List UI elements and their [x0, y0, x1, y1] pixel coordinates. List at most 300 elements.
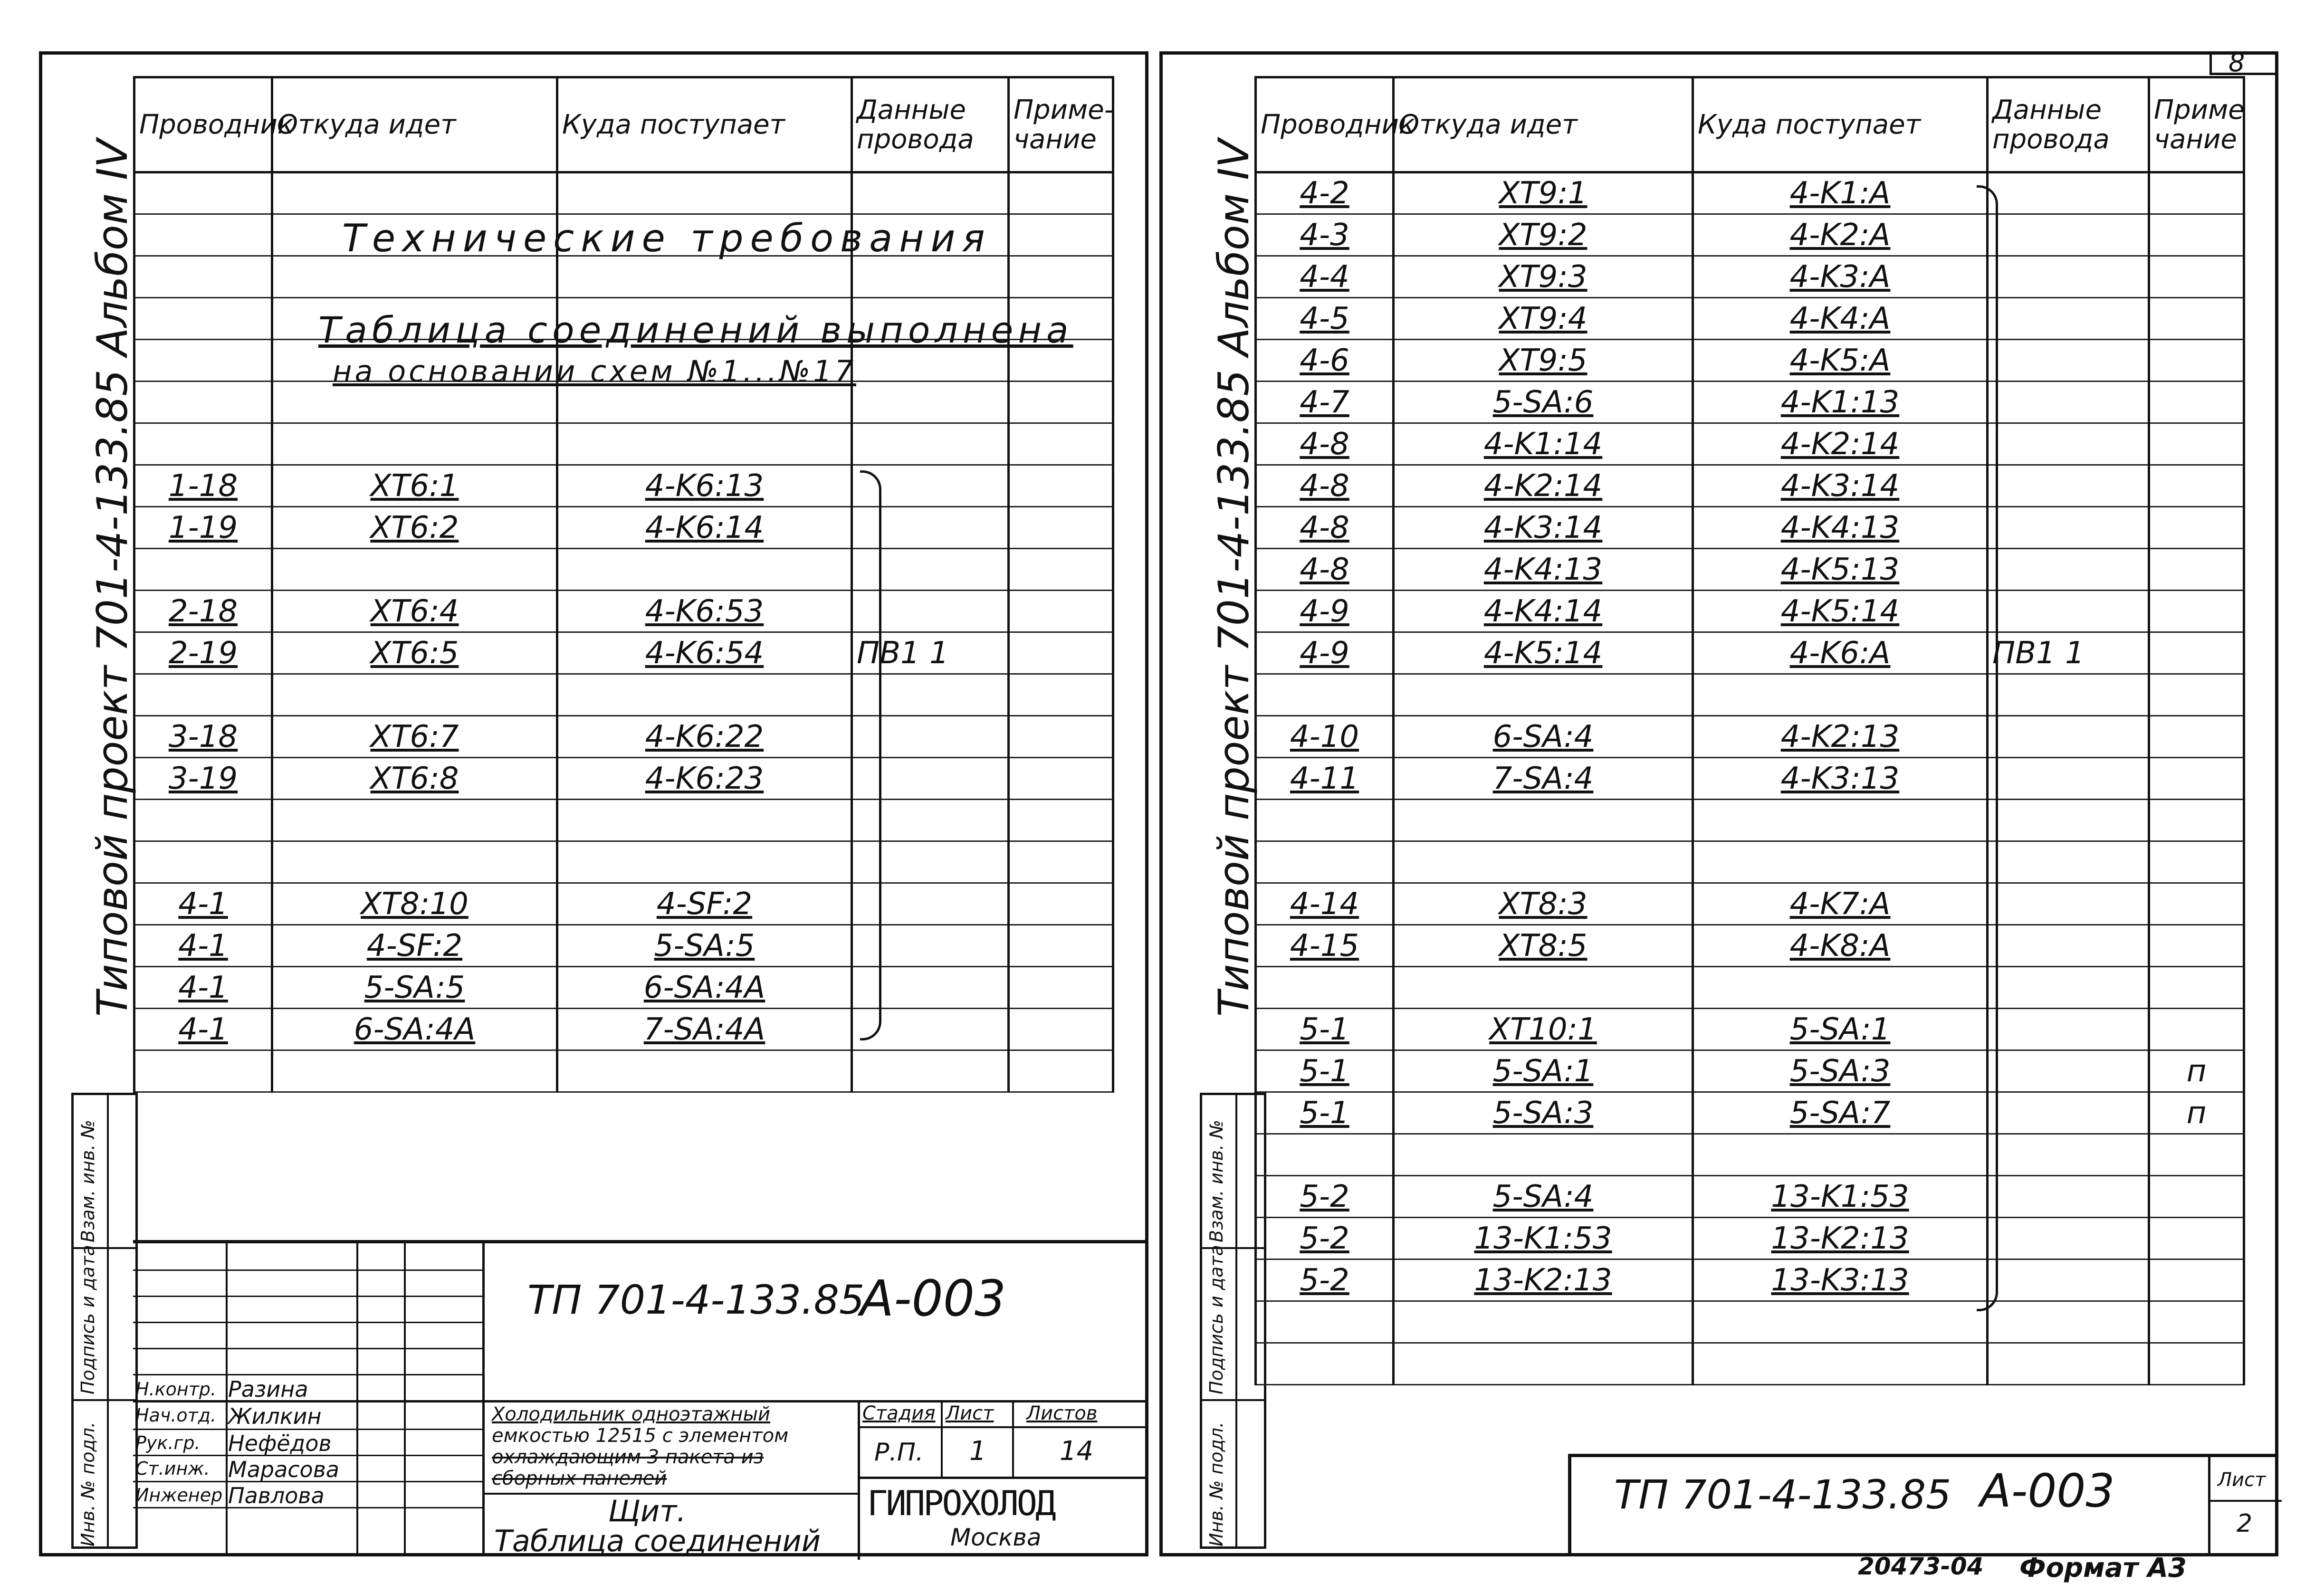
left-cell-from: XT6:7 — [272, 716, 557, 758]
right-cell-from: 4-K4:13 — [1394, 549, 1693, 591]
header-conductor-right: Проводник — [1256, 77, 1394, 172]
left-title-block — [133, 1240, 1148, 1556]
right-cell-conductor: 5-1 — [1256, 1092, 1394, 1134]
left-cell-note — [1009, 172, 1113, 214]
right-cell-data — [1988, 340, 2149, 382]
right-cell-note — [2149, 800, 2244, 841]
right-cell-from: 13-K1:53 — [1394, 1218, 1693, 1259]
left-cell-from: 6-SA:4A — [272, 1009, 557, 1050]
footer-format: Формат А3 — [2019, 1553, 2187, 1583]
left-brace — [860, 470, 881, 1040]
right-cell-to: 4-K8:A — [1693, 925, 1988, 967]
sheet-number: 8 — [2228, 48, 2245, 77]
stamp-inv-label-right: Инв. № подл. — [1206, 1421, 1227, 1546]
right-cell-note — [2149, 172, 2244, 214]
right-cell-from — [1394, 674, 1693, 716]
right-cell-to — [1693, 1134, 1988, 1176]
right-cell-note — [2149, 423, 2244, 465]
right-cell-note: п — [2149, 1050, 2244, 1092]
left-cell-to: 4-K6:22 — [557, 716, 852, 758]
right-cell-data — [1988, 1176, 2149, 1218]
right-cell-from: XT9:3 — [1394, 256, 1693, 298]
right-row — [1256, 1301, 2244, 1343]
right-cell-to — [1693, 1301, 1988, 1343]
left-cell-to — [557, 841, 852, 883]
right-cell-from: 5-SA:1 — [1394, 1050, 1693, 1092]
right-cell-to: 4-K7:A — [1693, 883, 1988, 925]
sheet-value: 1 — [969, 1436, 986, 1467]
right-cell-from — [1394, 1343, 1693, 1385]
right-cell-conductor: 5-2 — [1256, 1218, 1394, 1259]
right-cell-from: 6-SA:4 — [1394, 716, 1693, 758]
left-cell-data — [852, 423, 1009, 465]
right-row — [1256, 758, 2244, 800]
left-row — [134, 1050, 1113, 1092]
left-cell-note — [1009, 465, 1113, 507]
right-cell-data — [1988, 507, 2149, 549]
left-cell-conductor — [134, 214, 272, 256]
left-cell-conductor — [134, 382, 272, 423]
right-cell-to: 5-SA:3 — [1693, 1050, 1988, 1092]
right-cell-conductor: 5-2 — [1256, 1176, 1394, 1218]
right-cell-conductor: 5-1 — [1256, 1009, 1394, 1050]
left-cell-conductor — [134, 256, 272, 298]
right-cell-from: 4-K2:14 — [1394, 465, 1693, 507]
right-cell-conductor: 4-6 — [1256, 340, 1394, 382]
right-cell-from: 5-SA:6 — [1394, 382, 1693, 423]
right-cell-data — [1988, 674, 2149, 716]
left-cell-from — [272, 841, 557, 883]
left-cell-conductor — [134, 340, 272, 382]
left-row — [134, 549, 1113, 591]
right-cell-from: XT8:5 — [1394, 925, 1693, 967]
left-cell-conductor: 2-18 — [134, 591, 272, 632]
right-cell-data — [1988, 382, 2149, 423]
right-row — [1256, 549, 2244, 591]
left-cell-from — [272, 800, 557, 841]
right-cell-from — [1394, 967, 1693, 1009]
left-cell-note — [1009, 967, 1113, 1009]
left-row — [134, 967, 1113, 1009]
header-to: Куда поступает — [557, 77, 852, 172]
left-cell-to: 4-K6:14 — [557, 507, 852, 549]
right-row — [1256, 1134, 2244, 1176]
header-note-right: Приме чание — [2149, 77, 2244, 172]
left-row — [134, 172, 1113, 214]
right-row — [1256, 632, 2244, 674]
right-cell-data — [1988, 1092, 2149, 1134]
stage-value: Р.П. — [874, 1438, 924, 1467]
right-cell-note — [2149, 1134, 2244, 1176]
stamp-sign-label-right: Подпись и дата — [1206, 1245, 1227, 1394]
right-cell-to: 4-K3:A — [1693, 256, 1988, 298]
right-cell-data — [1988, 716, 2149, 758]
right-cell-conductor: 4-11 — [1256, 758, 1394, 800]
right-cell-to: 5-SA:7 — [1693, 1092, 1988, 1134]
right-cell-to: 13-K3:13 — [1693, 1259, 1988, 1301]
left-cell-to — [557, 549, 852, 591]
right-cell-note — [2149, 632, 2244, 674]
right-row — [1256, 214, 2244, 256]
right-cell-conductor: 4-10 — [1256, 716, 1394, 758]
right-cell-from: 7-SA:4 — [1394, 758, 1693, 800]
right-cell-from — [1394, 800, 1693, 841]
left-cell-conductor: 2-19 — [134, 632, 272, 674]
left-cell-to: 6-SA:4A — [557, 967, 852, 1009]
right-row — [1256, 172, 2244, 214]
name-4: Павлова — [228, 1483, 325, 1508]
right-sheet-label: Лист — [2218, 1469, 2266, 1491]
right-row — [1256, 1176, 2244, 1218]
right-cell-from: XT9:4 — [1394, 298, 1693, 340]
object-line1: Холодильник одноэтажный — [492, 1403, 771, 1425]
name-0: Разина — [228, 1376, 308, 1402]
right-cell-note — [2149, 716, 2244, 758]
right-code: ТП 701-4-133.85 — [1614, 1471, 1951, 1518]
left-cell-conductor: 1-19 — [134, 507, 272, 549]
right-cell-note — [2149, 967, 2244, 1009]
right-cell-from: 5-SA:4 — [1394, 1176, 1693, 1218]
left-row — [134, 423, 1113, 465]
left-cell-from — [272, 256, 557, 298]
header-data: Данные провода — [852, 77, 1009, 172]
right-cell-note — [2149, 214, 2244, 256]
right-cell-note: п — [2149, 1092, 2244, 1134]
right-cell-from: XT10:1 — [1394, 1009, 1693, 1050]
left-cell-to — [557, 674, 852, 716]
right-cell-data — [1988, 1301, 2149, 1343]
right-cell-to: 4-K2:13 — [1693, 716, 1988, 758]
right-cell-data — [1988, 298, 2149, 340]
right-cell-data — [1988, 883, 2149, 925]
role-4: Инженер — [135, 1485, 223, 1506]
left-cell-to: 5-SA:5 — [557, 925, 852, 967]
right-cell-data — [1988, 549, 2149, 591]
left-cell-to — [557, 423, 852, 465]
right-row — [1256, 298, 2244, 340]
left-cell-conductor — [134, 423, 272, 465]
right-cell-data — [1988, 465, 2149, 507]
sheets-label: Листов — [1026, 1402, 1098, 1424]
right-cell-to: 13-K2:13 — [1693, 1218, 1988, 1259]
left-cell-conductor — [134, 1050, 272, 1092]
right-cell-data: ПВ1 1 — [1988, 632, 2149, 674]
footer-order: 20473-04 — [1858, 1553, 1984, 1580]
right-cell-from — [1394, 1134, 1693, 1176]
right-row — [1256, 841, 2244, 883]
right-cell-conductor: 4-9 — [1256, 632, 1394, 674]
left-cell-note — [1009, 674, 1113, 716]
header-to-right: Куда поступает — [1693, 77, 1988, 172]
right-cell-note — [2149, 256, 2244, 298]
left-cell-note — [1009, 800, 1113, 841]
role-3: Ст.инж. — [135, 1458, 210, 1479]
right-cell-conductor — [1256, 967, 1394, 1009]
stamp-replace-label: Взам. инв. № — [77, 1119, 98, 1242]
right-cell-conductor: 4-15 — [1256, 925, 1394, 967]
name-1: Жилкин — [228, 1403, 322, 1429]
right-cell-from: 4-K4:14 — [1394, 591, 1693, 632]
tech-requirements-line1: Таблица соединений выполнена — [318, 309, 1073, 351]
right-cell-note — [2149, 1301, 2244, 1343]
right-cell-data — [1988, 256, 2149, 298]
right-row — [1256, 1009, 2244, 1050]
album-side-text-right: Типовой проект 701-4-133.85 Альбом IV — [1209, 139, 1258, 1017]
left-cell-note — [1009, 1009, 1113, 1050]
right-row — [1256, 716, 2244, 758]
left-cell-to — [557, 1050, 852, 1092]
left-cell-conductor — [134, 800, 272, 841]
left-cell-note — [1009, 716, 1113, 758]
right-cell-conductor: 4-8 — [1256, 507, 1394, 549]
left-cell-note — [1009, 423, 1113, 465]
left-row — [134, 841, 1113, 883]
stamp-inv-label: Инв. № подл. — [77, 1421, 98, 1546]
sheets-value: 14 — [1060, 1436, 1094, 1467]
right-cell-note — [2149, 1259, 2244, 1301]
right-cell-conductor: 4-14 — [1256, 883, 1394, 925]
stamp-sign-label: Подпись и дата — [77, 1245, 98, 1394]
right-row — [1256, 340, 2244, 382]
right-cell-from: 4-K5:14 — [1394, 632, 1693, 674]
left-cell-from — [272, 674, 557, 716]
right-cell-note — [2149, 340, 2244, 382]
header-from: Откуда идет — [272, 77, 557, 172]
right-row — [1256, 925, 2244, 967]
tech-requirements-title: Технические требования — [342, 216, 992, 260]
right-sheet-value: 2 — [2237, 1509, 2253, 1538]
right-row — [1256, 883, 2244, 925]
right-row — [1256, 423, 2244, 465]
right-cell-note — [2149, 1343, 2244, 1385]
left-cell-data — [852, 256, 1009, 298]
drawing-name2: Таблица соединений — [494, 1524, 821, 1558]
left-cell-from: XT6:8 — [272, 758, 557, 800]
org-city: Москва — [950, 1524, 1042, 1551]
left-row — [134, 925, 1113, 967]
left-cell-data: ПВ1 1 — [852, 632, 1009, 674]
left-cell-from — [272, 549, 557, 591]
right-cell-note — [2149, 883, 2244, 925]
right-cell-data — [1988, 1050, 2149, 1092]
right-cell-conductor: 4-8 — [1256, 549, 1394, 591]
right-row — [1256, 674, 2244, 716]
right-row — [1256, 967, 2244, 1009]
right-cell-data — [1988, 1259, 2149, 1301]
right-row — [1256, 1343, 2244, 1385]
left-row — [134, 800, 1113, 841]
right-cell-note — [2149, 1176, 2244, 1218]
right-cell-conductor — [1256, 1301, 1394, 1343]
right-cell-note — [2149, 591, 2244, 632]
role-2: Рук.гр. — [135, 1432, 201, 1453]
object-line2: емкостью 12515 с элементом — [492, 1425, 789, 1447]
right-cell-note — [2149, 382, 2244, 423]
right-cell-conductor: 4-4 — [1256, 256, 1394, 298]
left-row — [134, 1009, 1113, 1050]
right-cell-from: XT9:2 — [1394, 214, 1693, 256]
left-row — [134, 883, 1113, 925]
left-cell-to: 7-SA:4A — [557, 1009, 852, 1050]
right-cell-conductor: 5-2 — [1256, 1259, 1394, 1301]
right-connection-table — [1254, 76, 2245, 1385]
left-cell-conductor — [134, 172, 272, 214]
right-cell-to: 4-K4:A — [1693, 298, 1988, 340]
left-cell-to — [557, 172, 852, 214]
left-cell-note — [1009, 214, 1113, 256]
right-cell-data — [1988, 1009, 2149, 1050]
role-0: Н.контр. — [135, 1379, 217, 1400]
left-cell-conductor: 3-18 — [134, 716, 272, 758]
header-conductor: Проводник — [134, 77, 272, 172]
right-cell-note — [2149, 841, 2244, 883]
left-cell-conductor: 4-1 — [134, 1009, 272, 1050]
right-cell-to — [1693, 1343, 1988, 1385]
left-row — [134, 591, 1113, 632]
left-cell-note — [1009, 382, 1113, 423]
right-cell-to: 4-K1:A — [1693, 172, 1988, 214]
right-cell-to: 13-K1:53 — [1693, 1176, 1988, 1218]
name-2: Нефёдов — [228, 1431, 332, 1456]
right-cell-note — [2149, 298, 2244, 340]
role-1: Нач.отд. — [135, 1405, 217, 1426]
right-cell-from — [1394, 841, 1693, 883]
left-cell-note — [1009, 758, 1113, 800]
left-cell-conductor: 4-1 — [134, 967, 272, 1009]
left-cell-note — [1009, 256, 1113, 298]
left-row — [134, 716, 1113, 758]
right-cell-from: 13-K2:13 — [1394, 1259, 1693, 1301]
sheet-label: Лист — [946, 1402, 994, 1424]
left-row — [134, 674, 1113, 716]
right-cell-conductor: 4-5 — [1256, 298, 1394, 340]
header-data-right: Данные провода — [1988, 77, 2149, 172]
stage-label: Стадия — [862, 1402, 936, 1424]
left-cell-conductor: 3-19 — [134, 758, 272, 800]
left-row — [134, 507, 1113, 549]
right-cell-to: 4-K3:13 — [1693, 758, 1988, 800]
right-cell-data — [1988, 800, 2149, 841]
right-cell-conductor: 4-8 — [1256, 465, 1394, 507]
right-cell-from: 4-K3:14 — [1394, 507, 1693, 549]
tech-requirements-line2: на основании схем №1...№17 — [333, 354, 856, 389]
right-cell-note — [2149, 507, 2244, 549]
right-cell-to: 4-K2:A — [1693, 214, 1988, 256]
left-cell-from — [272, 423, 557, 465]
right-cell-note — [2149, 1218, 2244, 1259]
right-cell-from: XT9:5 — [1394, 340, 1693, 382]
header-note: Приме- чание — [1009, 77, 1113, 172]
right-row — [1256, 591, 2244, 632]
right-row — [1256, 507, 2244, 549]
right-cell-conductor: 4-9 — [1256, 591, 1394, 632]
right-cell-note — [2149, 925, 2244, 967]
left-cell-note — [1009, 841, 1113, 883]
left-cell-from: XT6:5 — [272, 632, 557, 674]
org-name: ГИПРОХОЛОД — [867, 1483, 1054, 1523]
object-line3: охлаждающим 3 пакета из — [492, 1446, 764, 1468]
right-row — [1256, 1218, 2244, 1259]
stamp-replace-label-right: Взам. инв. № — [1206, 1119, 1227, 1242]
left-cell-conductor: 1-18 — [134, 465, 272, 507]
title-code: ТП 701-4-133.85 — [527, 1277, 865, 1323]
right-cell-to: 4-K5:13 — [1693, 549, 1988, 591]
right-cell-conductor: 4-7 — [1256, 382, 1394, 423]
right-cell-conductor — [1256, 674, 1394, 716]
right-cell-data — [1988, 1134, 2149, 1176]
right-cell-conductor — [1256, 800, 1394, 841]
left-cell-from — [272, 172, 557, 214]
right-row — [1256, 382, 2244, 423]
right-cell-data — [1988, 967, 2149, 1009]
left-row — [134, 465, 1113, 507]
right-cell-to — [1693, 674, 1988, 716]
right-cell-conductor — [1256, 841, 1394, 883]
right-cell-from: XT9:1 — [1394, 172, 1693, 214]
right-row — [1256, 465, 2244, 507]
right-row — [1256, 256, 2244, 298]
left-cell-data — [852, 1050, 1009, 1092]
left-row — [134, 758, 1113, 800]
right-cell-to: 4-K3:14 — [1693, 465, 1988, 507]
right-cell-note — [2149, 465, 2244, 507]
left-cell-conductor — [134, 841, 272, 883]
left-cell-conductor — [134, 674, 272, 716]
left-cell-to: 4-K6:23 — [557, 758, 852, 800]
title-doc: А-003 — [860, 1269, 1006, 1327]
right-cell-to — [1693, 841, 1988, 883]
left-cell-note — [1009, 1050, 1113, 1092]
name-3: Марасова — [228, 1457, 339, 1482]
left-cell-from: 4-SF:2 — [272, 925, 557, 967]
left-row — [134, 632, 1113, 674]
right-row — [1256, 1259, 2244, 1301]
right-cell-note — [2149, 549, 2244, 591]
right-cell-to — [1693, 800, 1988, 841]
right-cell-note — [2149, 674, 2244, 716]
left-cell-note — [1009, 591, 1113, 632]
right-cell-to: 4-K1:13 — [1693, 382, 1988, 423]
right-cell-data — [1988, 423, 2149, 465]
left-cell-data — [852, 382, 1009, 423]
right-cell-to: 4-K4:13 — [1693, 507, 1988, 549]
right-cell-note — [2149, 758, 2244, 800]
right-cell-conductor: 4-2 — [1256, 172, 1394, 214]
object-line4: сборных панелей — [492, 1468, 667, 1489]
right-row — [1256, 1050, 2244, 1092]
left-cell-to: 4-SF:2 — [557, 883, 852, 925]
right-cell-from: XT8:3 — [1394, 883, 1693, 925]
left-cell-conductor: 4-1 — [134, 883, 272, 925]
right-cell-data — [1988, 214, 2149, 256]
right-row — [1256, 800, 2244, 841]
left-cell-to — [557, 800, 852, 841]
left-cell-from: XT6:4 — [272, 591, 557, 632]
right-cell-conductor — [1256, 1134, 1394, 1176]
left-cell-from: XT6:2 — [272, 507, 557, 549]
left-cell-from — [272, 1050, 557, 1092]
right-cell-conductor — [1256, 1343, 1394, 1385]
right-cell-to: 5-SA:1 — [1693, 1009, 1988, 1050]
left-cell-note — [1009, 632, 1113, 674]
album-side-text-left: Типовой проект 701-4-133.85 Альбом IV — [88, 139, 137, 1017]
left-cell-from: XT6:1 — [272, 465, 557, 507]
drawing-name1: Щит. — [608, 1494, 686, 1528]
right-doc: А-003 — [1980, 1464, 2115, 1517]
left-cell-note — [1009, 549, 1113, 591]
right-cell-to: 4-K5:A — [1693, 340, 1988, 382]
right-title-block — [1568, 1454, 2278, 1556]
